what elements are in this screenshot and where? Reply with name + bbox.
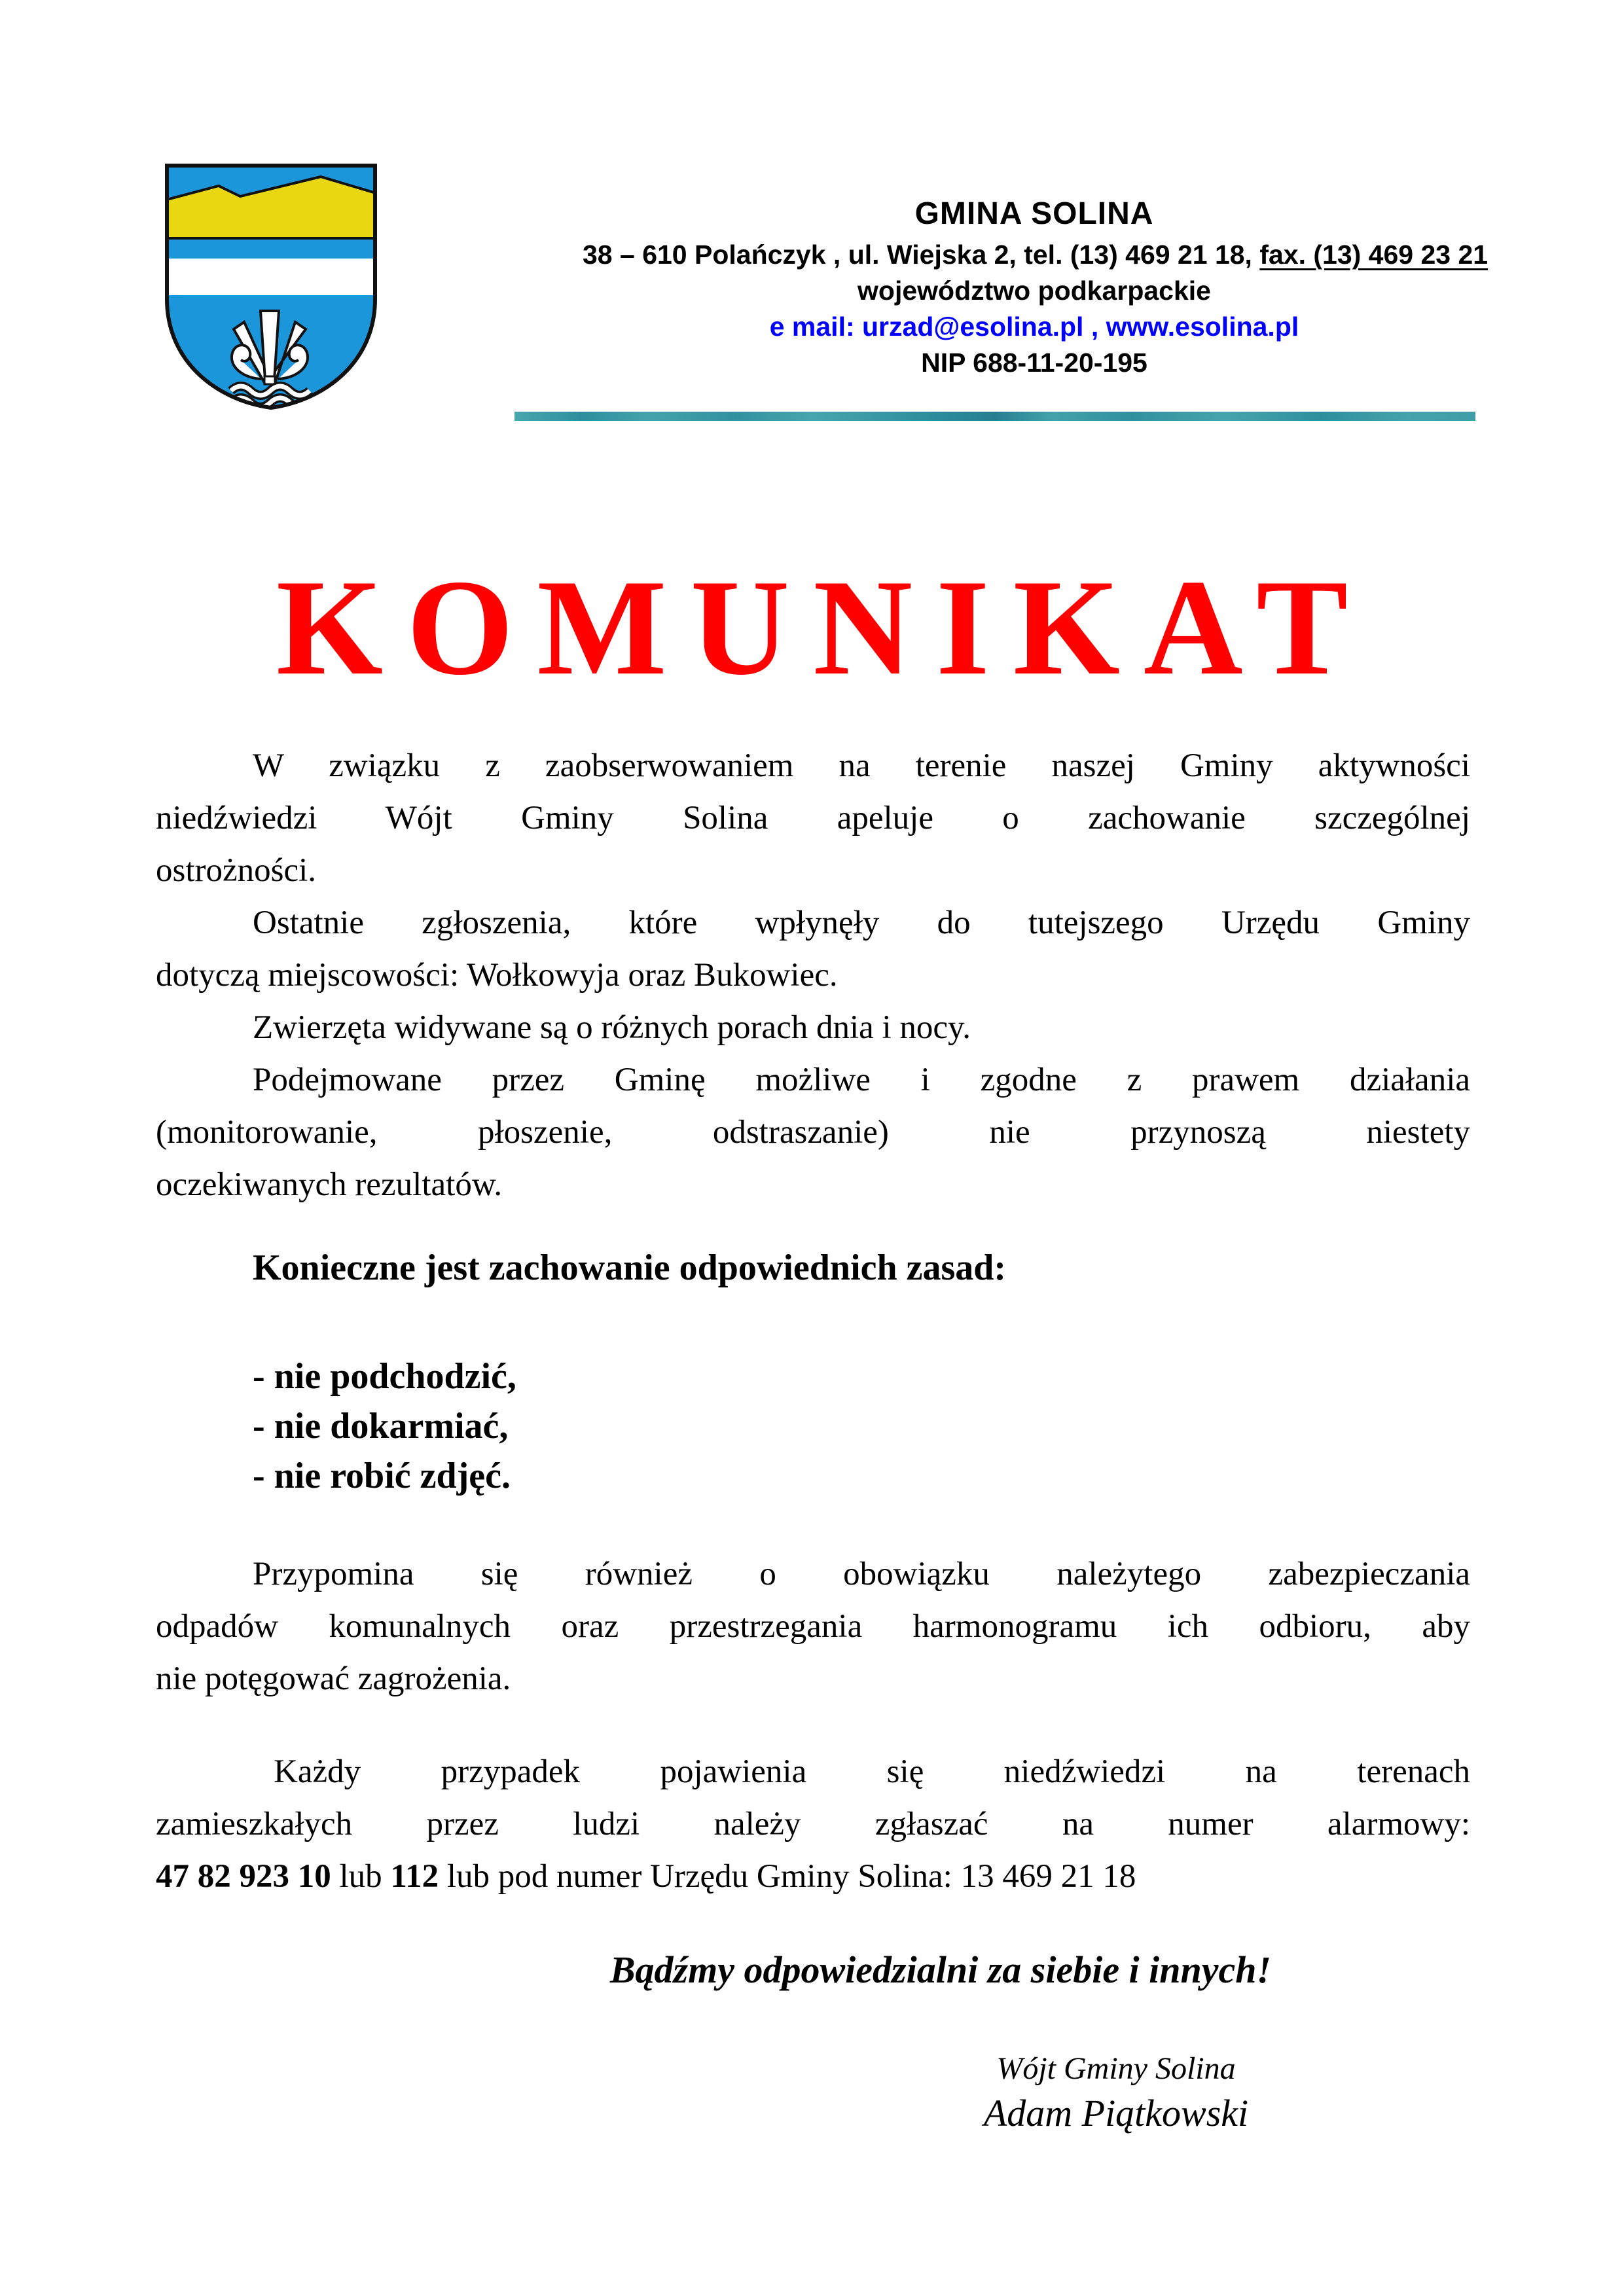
spacer xyxy=(156,1501,1470,1548)
fax-number: fax. (13) 469 23 21 xyxy=(1259,240,1489,270)
spacer xyxy=(156,1705,1470,1746)
text-line: zamieszkałych przez ludzi należy zgłaszać na numer alarmowy: xyxy=(156,1806,1470,1842)
text-line: ostrożności. xyxy=(156,852,317,889)
text-line: dotyczą miejscowości: Wołkowyja oraz Bukowiec. xyxy=(156,957,838,994)
text-line: niedźwiedzi Wójt Gminy Solina apeluje o zachowanie szczególnej xyxy=(156,800,1470,836)
text-line: - nie dokarmiać, xyxy=(253,1406,509,1446)
emergency-number-bold: 112 xyxy=(390,1858,439,1895)
signature-block xyxy=(785,2047,1447,2136)
text-line: Każdy przypadek pojawienia się niedźwiedzi na terenach xyxy=(274,1753,1470,1790)
text-line: odpadów komunalnych oraz przestrzegania harmonogramu ich odbioru, aby xyxy=(156,1608,1470,1645)
address-prefix: 38 – 610 Polańczyk , ul. Wiejska 2, tel. (13) 469 21 18, xyxy=(583,240,1260,270)
text-line: Przypomina się również o obowiązku należytego zabezpieczania xyxy=(253,1556,1470,1592)
paragraph-animals-seen xyxy=(156,1001,1470,1054)
lake-band-white xyxy=(162,259,380,295)
paragraph-reports-locations xyxy=(156,897,1470,1001)
paragraph-bears-activity xyxy=(156,740,1470,897)
paragraph-alarm-numbers xyxy=(156,1850,1470,1903)
text-line: Podejmowane przez Gminę możliwe i zgodne z prawem działania xyxy=(253,1062,1470,1098)
text-line: (monitorowanie, płoszenie, odstraszanie) nie przynoszą niestety xyxy=(156,1114,1470,1151)
page-title: KOMUNIKAT xyxy=(276,552,1372,704)
spacer xyxy=(156,1211,1470,1242)
spacer xyxy=(156,1903,1470,1944)
text-line: - nie podchodzić, xyxy=(253,1356,516,1397)
paragraph-alarm-intro xyxy=(156,1746,1470,1850)
alarm-sep: lub xyxy=(331,1858,391,1895)
text-line: nie potęgować zagrożenia. xyxy=(156,1660,511,1697)
text-line: W związku z zaobserwowaniem na terenie naszej Gminy aktywności xyxy=(253,747,1470,784)
coat-of-arms-gmina-solina xyxy=(162,160,380,413)
rules-heading: Konieczne jest zachowanie odpowiednich zasad: xyxy=(253,1247,1007,1288)
document-body xyxy=(156,740,1470,1996)
email-website-line: e mail: urzad@esolina.pl , www.esolina.pl xyxy=(769,312,1299,342)
paragraph-actions-taken xyxy=(156,1054,1470,1211)
teal-divider-bar xyxy=(514,412,1475,421)
appeal-line: Bądźmy odpowiedzialni za siebie i innych! xyxy=(609,1948,1272,1991)
region-line: województwo podkarpackie xyxy=(857,276,1211,306)
signature-title: Wójt Gminy Solina xyxy=(996,2051,1236,2086)
rules-list xyxy=(156,1352,1470,1501)
letterhead xyxy=(583,196,1489,381)
text-line: - nie robić zdjęć. xyxy=(253,1456,511,1496)
spacer xyxy=(156,1294,1470,1352)
address-line xyxy=(583,237,1489,273)
nip-line: NIP 688-11-20-195 xyxy=(921,348,1147,378)
office-number-text: lub pod numer Urzędu Gminy Solina: 13 469 21 18 xyxy=(439,1858,1136,1895)
text-line: Zwierzęta widywane są o różnych porach dnia i nocy. xyxy=(253,1009,971,1046)
signature-name: Adam Piątkowski xyxy=(983,2092,1249,2134)
text-line: oczekiwanych rezultatów. xyxy=(156,1166,503,1203)
alarm-number-bold: 47 82 923 10 xyxy=(156,1858,331,1895)
org-name: GMINA SOLINA xyxy=(914,196,1154,231)
text-line: Ostatnie zgłoszenia, które wpłynęły do tutejszego Urzędu Gminy xyxy=(253,905,1470,941)
paragraph-waste-management xyxy=(156,1548,1470,1705)
